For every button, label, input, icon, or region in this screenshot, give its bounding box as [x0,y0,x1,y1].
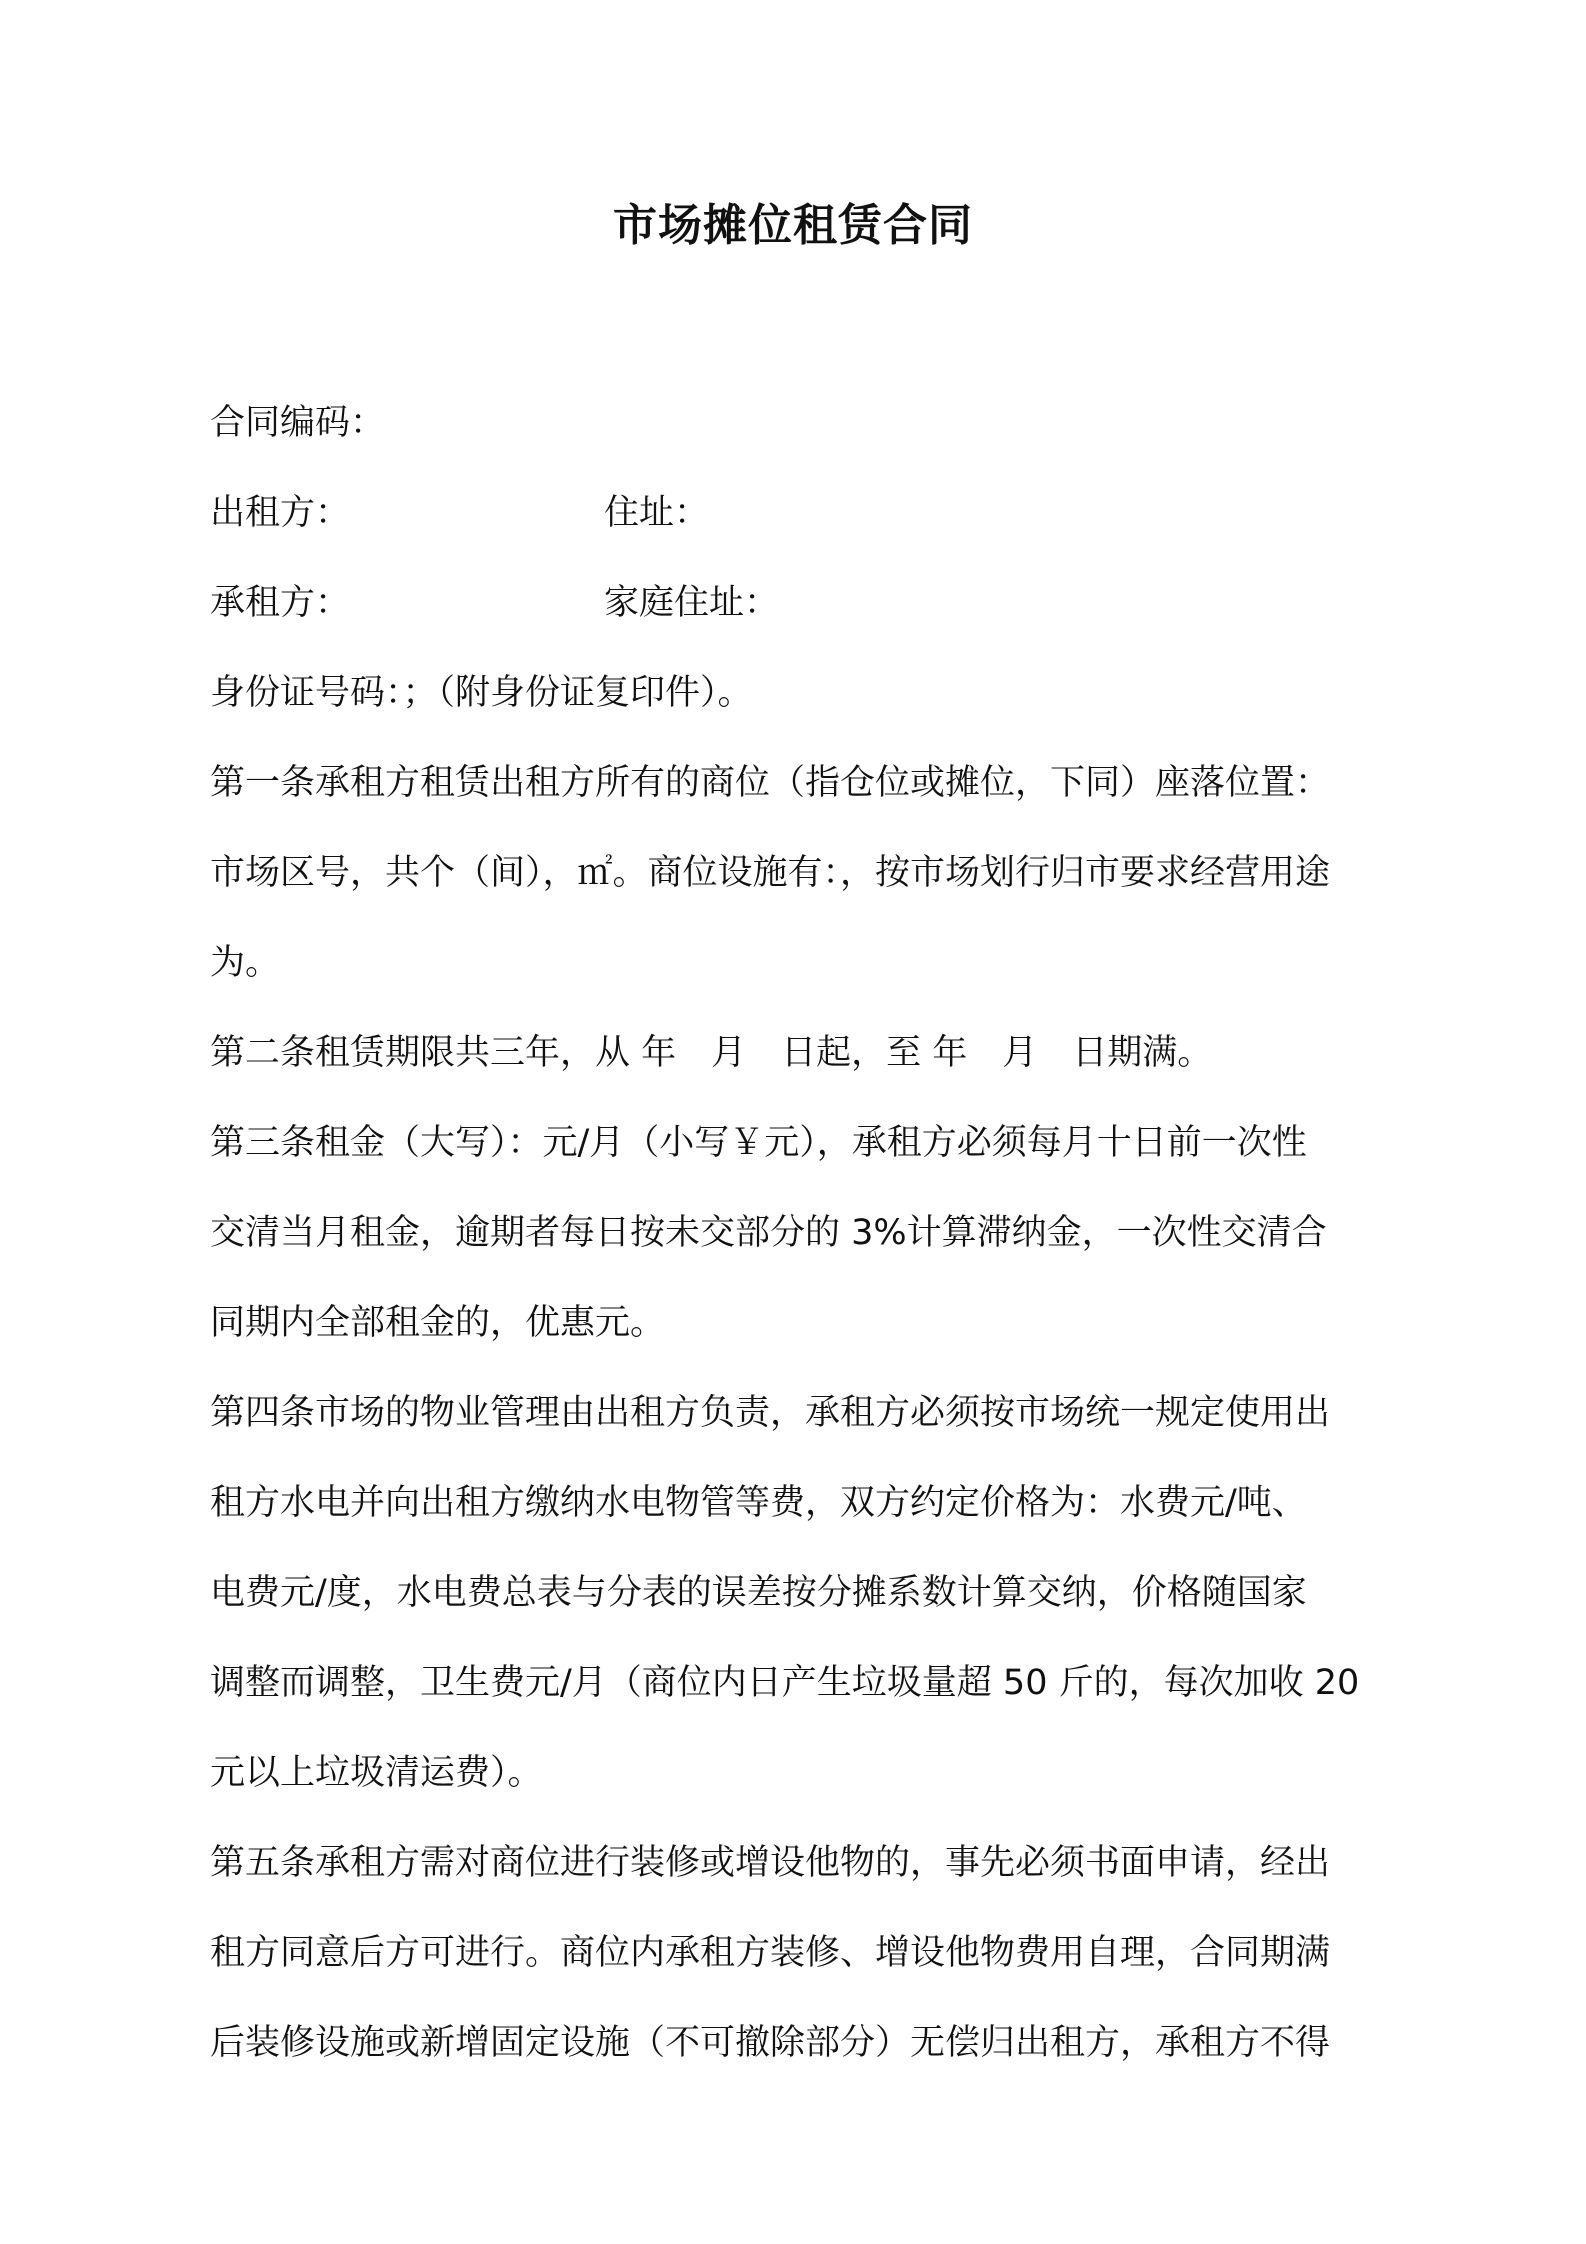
contract-line: 第三条租金（大写）：元/月（小写￥元），承租方必须每月十日前一次性 [210,1123,1307,1163]
contract-line: 市场区号，共个（间），㎡。商位设施有：，按市场划行归市要求经营用途 [210,853,1331,893]
contract-line: 交清当月租金，逾期者每日按未交部分的 3%计算滞纳金，一次性交清合 [210,1213,1327,1253]
contract-line: 第二条租赁期限共三年，从 年 月 日起，至 年 月 日期满。 [210,1033,1213,1073]
contract-line: 第五条承租方需对商位进行装修或增设他物的，事先必须书面申请，经出 [210,1843,1331,1883]
contract-line: 第四条市场的物业管理由出租方负责，承租方必须按市场统一规定使用出 [210,1393,1331,1433]
contract-line: 调整而调整，卫生费元/月（商位内日产生垃圾量超 50 斤的，每次加收 20 [210,1663,1360,1703]
lessor-address-field: 住址： [604,493,710,533]
contract-line: 后装修设施或新增固定设施（不可撤除部分）无偿归出租方，承租方不得 [210,2023,1331,2063]
contract-line: 元以上垃圾清运费）。 [210,1753,543,1793]
document-body [210,378,1410,2088]
lessee-address-field: 家庭住址： [604,583,780,623]
contract-line: 为。 [210,943,281,983]
lessor-field: 出租方： [210,493,351,533]
id-number-field: 身份证号码：；（附身份证复印件）。 [210,673,753,713]
lessee-field: 承租方： [210,583,351,623]
contract-line: 租方同意后方可进行。商位内承租方装修、增设他物费用自理，合同期满 [210,1933,1331,1973]
lessee-row [210,558,1410,648]
contract-line: 电费元/度，水电费总表与分表的误差按分摊系数计算交纳，价格随国家 [210,1573,1307,1613]
contract-line: 第一条承租方租赁出租方所有的商位（指仓位或摊位，下同）座落位置： [210,763,1331,803]
document-title: 市场摊位租赁合同 [613,200,973,251]
contract-line: 同期内全部租金的，优惠元。 [210,1303,666,1343]
contract-number-field: 合同编码： [210,403,386,443]
lessor-row [210,468,1410,558]
contract-line: 租方水电并向出租方缴纳水电物管等费，双方约定价格为：水费元/吨、 [210,1483,1307,1523]
